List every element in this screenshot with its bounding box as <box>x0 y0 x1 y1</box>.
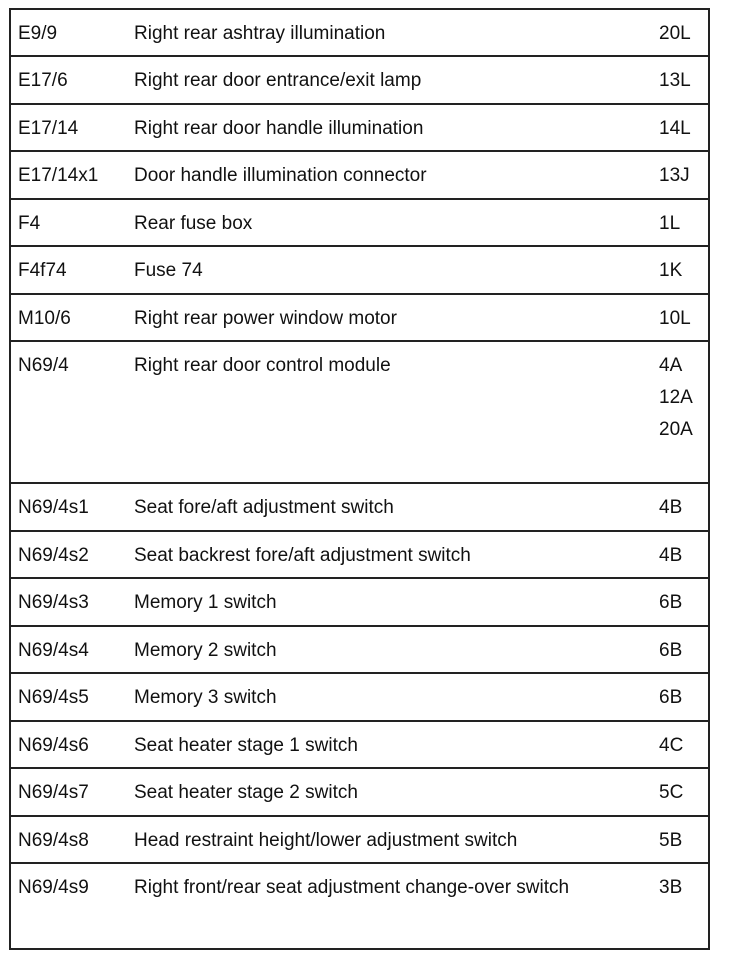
component-code: N69/4s5 <box>18 687 89 708</box>
grid-ref-value: 4A <box>659 355 683 376</box>
table-row <box>11 767 708 815</box>
grid-reference <box>659 351 693 447</box>
component-description: Door handle illumination connector <box>134 165 427 186</box>
grid-ref-value: 6B <box>659 687 683 708</box>
grid-ref-value: 14L <box>659 118 691 139</box>
table-row <box>11 55 708 103</box>
grid-ref-value: 1L <box>659 213 681 234</box>
component-code: E9/9 <box>18 23 58 44</box>
component-code: N69/4s8 <box>18 830 89 851</box>
component-description: Fuse 74 <box>134 260 203 281</box>
component-code: N69/4s9 <box>18 877 89 898</box>
component-code: N69/4 <box>18 355 69 376</box>
component-code: F4 <box>18 213 41 234</box>
grid-reference <box>659 493 682 525</box>
component-code: E17/14x1 <box>18 165 99 186</box>
grid-ref-value: 3B <box>659 877 683 898</box>
component-description: Memory 1 switch <box>134 592 277 613</box>
component-description: Right rear power window motor <box>134 308 397 329</box>
table-row <box>11 815 708 862</box>
grid-ref-value: 4B <box>659 545 683 566</box>
table-row <box>11 720 708 767</box>
component-code: N69/4s4 <box>18 640 89 661</box>
component-description: Right rear door handle illumination <box>134 118 424 139</box>
component-description: Rear fuse box <box>134 213 253 234</box>
table-row <box>11 340 708 482</box>
grid-ref-value: 4C <box>659 735 684 756</box>
grid-reference <box>659 588 682 620</box>
table-row <box>11 672 708 720</box>
grid-ref-value: 5C <box>659 782 684 803</box>
grid-ref-value: 4B <box>659 497 683 518</box>
table-row <box>11 245 708 293</box>
component-code: N69/4s7 <box>18 782 89 803</box>
grid-ref-value: 20A <box>659 419 693 440</box>
component-description: Right rear door control module <box>134 355 391 376</box>
component-code: M10/6 <box>18 308 71 329</box>
grid-reference <box>659 256 682 288</box>
grid-reference <box>659 541 682 573</box>
grid-ref-value: 1K <box>659 260 683 281</box>
grid-ref-value: 13J <box>659 165 690 186</box>
grid-reference <box>659 66 691 98</box>
table-row <box>11 482 708 530</box>
grid-ref-value: 12A <box>659 387 693 408</box>
grid-reference <box>659 161 690 193</box>
grid-reference <box>659 683 682 715</box>
grid-reference <box>659 114 691 146</box>
table-row <box>11 577 708 625</box>
component-code: E17/14 <box>18 118 79 139</box>
component-code: N69/4s2 <box>18 545 89 566</box>
component-code: F4f74 <box>18 260 67 281</box>
grid-reference <box>659 826 682 858</box>
table-row <box>11 862 708 950</box>
grid-reference <box>659 636 682 668</box>
table-row <box>11 198 708 245</box>
grid-ref-value: 13L <box>659 70 691 91</box>
grid-reference <box>659 304 691 336</box>
component-description: Seat heater stage 2 switch <box>134 782 358 803</box>
grid-reference <box>659 778 683 810</box>
table-row <box>11 530 708 577</box>
component-description: Seat fore/aft adjustment switch <box>134 497 394 518</box>
component-description: Right rear ashtray illumination <box>134 23 386 44</box>
grid-ref-value: 20L <box>659 23 691 44</box>
component-description: Right front/rear seat adjustment change-over switch <box>134 877 570 898</box>
component-code: N69/4s1 <box>18 497 89 518</box>
table-row <box>11 8 708 55</box>
grid-ref-value: 6B <box>659 592 683 613</box>
component-description: Memory 3 switch <box>134 687 277 708</box>
component-description: Seat backrest fore/aft adjustment switch <box>134 545 471 566</box>
component-description: Right rear door entrance/exit lamp <box>134 70 422 91</box>
component-legend-table <box>9 8 710 950</box>
component-description: Memory 2 switch <box>134 640 277 661</box>
component-code: N69/4s6 <box>18 735 89 756</box>
grid-reference <box>659 19 691 51</box>
grid-reference <box>659 209 680 241</box>
table-row <box>11 150 708 198</box>
table-row <box>11 103 708 150</box>
grid-reference <box>659 731 683 763</box>
grid-ref-value: 10L <box>659 308 691 329</box>
grid-ref-value: 5B <box>659 830 683 851</box>
grid-ref-value: 6B <box>659 640 683 661</box>
table-row <box>11 293 708 340</box>
component-code: E17/6 <box>18 70 68 91</box>
component-code: N69/4s3 <box>18 592 89 613</box>
component-description: Seat heater stage 1 switch <box>134 735 358 756</box>
table-row <box>11 625 708 672</box>
grid-reference <box>659 873 682 905</box>
component-description: Head restraint height/lower adjustment switch <box>134 830 518 851</box>
